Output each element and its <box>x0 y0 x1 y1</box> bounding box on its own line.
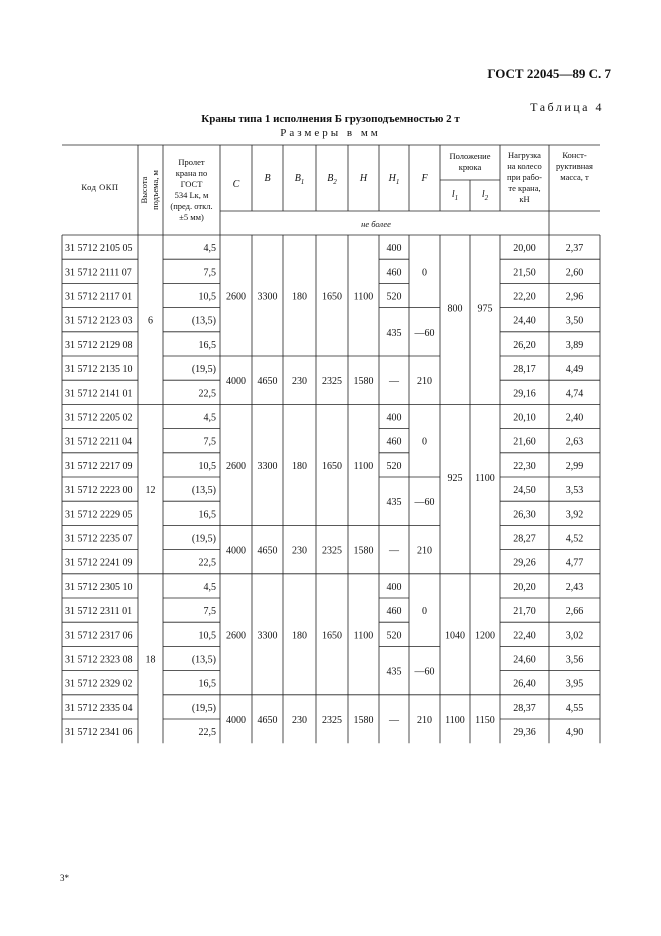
code-cell: 31 5712 2211 04 <box>65 436 133 448</box>
header-not-more: не более <box>361 219 391 229</box>
page-footnote: 3* <box>60 873 69 883</box>
b-cell: 4650 <box>257 376 278 388</box>
c-cell: 2600 <box>226 291 246 303</box>
code-cell: 31 5712 2217 09 <box>65 460 133 472</box>
mass-cell: 4,52 <box>565 533 584 545</box>
b-cell: 4650 <box>257 545 278 557</box>
span-cell: 7,5 <box>203 436 216 448</box>
b1-cell: 230 <box>292 545 307 557</box>
h1-cell: 400 <box>386 243 402 255</box>
header-span: (пред. откл. <box>170 201 213 211</box>
load-cell: 28,17 <box>513 364 536 376</box>
load-cell: 28,27 <box>513 533 536 545</box>
f-cell: 0 <box>422 267 427 279</box>
header-h1: $H_1$ <box>388 173 400 186</box>
l2-cell: 1100 <box>475 473 495 484</box>
code-cell: 31 5712 2341 06 <box>65 727 133 739</box>
span-cell: 7,5 <box>203 267 216 279</box>
code-cell: 31 5712 2123 03 <box>65 315 133 327</box>
span-cell: 4,5 <box>203 581 216 593</box>
b2-cell: 2325 <box>322 376 342 388</box>
b2-cell: 2325 <box>322 715 342 726</box>
h1-cell: — <box>389 376 399 388</box>
code-cell: 31 5712 2111 07 <box>65 267 132 279</box>
header-height-unit: подъема, м <box>150 170 160 210</box>
l1-cell: 800 <box>447 303 463 315</box>
mass-cell: 4,77 <box>565 557 584 569</box>
b1-cell: 180 <box>292 630 307 642</box>
load-cell: 26,40 <box>513 678 536 690</box>
header-hook: Положение <box>449 151 491 161</box>
load-cell: 20,20 <box>513 581 536 593</box>
table-units: Размеры в мм <box>280 127 381 139</box>
code-cell: 31 5712 2335 04 <box>65 702 133 714</box>
header-l2: $l_2$ <box>481 189 489 202</box>
load-cell: 24,60 <box>513 654 536 666</box>
l2-cell: 975 <box>477 303 493 315</box>
span-cell: (13,5) <box>191 485 216 497</box>
b2-cell: 2325 <box>322 545 342 557</box>
header-b: B <box>264 173 271 184</box>
mass-cell: 2,63 <box>565 436 584 448</box>
mass-cell: 2,37 <box>565 243 584 255</box>
load-cell: 29,16 <box>513 388 536 400</box>
load-cell: 22,30 <box>513 460 536 472</box>
header-load: кН <box>519 194 530 204</box>
h1-cell: 520 <box>386 630 402 642</box>
load-cell: 20,10 <box>513 412 536 424</box>
header-b1: $B_1$ <box>294 173 305 186</box>
load-cell: 21,60 <box>513 436 536 448</box>
header-b2: $B_2$ <box>327 173 337 186</box>
span-cell: 4,5 <box>203 412 216 424</box>
h-cell: 1100 <box>353 291 374 303</box>
h1-cell: 460 <box>386 606 402 618</box>
header-span: ГОСТ <box>180 179 203 189</box>
code-cell: 31 5712 2129 08 <box>65 339 133 351</box>
code-cell: 31 5712 2223 00 <box>65 485 133 497</box>
mass-cell: 3,50 <box>565 315 584 327</box>
h-cell: 1580 <box>353 545 374 557</box>
l1-cell: 925 <box>447 473 463 484</box>
f-cell: 210 <box>417 376 432 388</box>
h-cell: 1100 <box>353 460 374 472</box>
c-cell: 4000 <box>226 545 246 557</box>
b2-cell: 1650 <box>322 291 342 303</box>
mass-cell: 3,95 <box>565 678 584 690</box>
c-cell: 2600 <box>226 630 246 642</box>
span-cell: 16,5 <box>198 339 216 351</box>
b-cell: 4650 <box>257 715 278 726</box>
span-cell: 16,5 <box>198 509 216 521</box>
load-cell: 29,36 <box>513 727 536 739</box>
h1-cell: 435 <box>386 497 402 509</box>
code-cell: 31 5712 2329 02 <box>65 678 133 690</box>
header-mass: руктивная <box>556 161 593 171</box>
header-span: Пролет <box>178 157 205 167</box>
header-height: Высота <box>139 176 149 204</box>
header-hook: крюка <box>458 162 482 172</box>
b2-cell: 1650 <box>322 630 342 642</box>
span-cell: 22,5 <box>198 727 216 739</box>
mass-cell: 4,49 <box>565 364 584 376</box>
header-c: C <box>232 179 240 190</box>
load-cell: 26,20 <box>513 339 536 351</box>
b1-cell: 230 <box>292 376 307 388</box>
mass-cell: 2,66 <box>565 606 584 618</box>
h-cell: 1580 <box>353 715 374 726</box>
f-cell: 210 <box>417 715 432 726</box>
h-cell: 1100 <box>353 630 374 642</box>
load-cell: 29,26 <box>513 557 536 569</box>
span-cell: 4,5 <box>203 243 216 255</box>
code-cell: 31 5712 2205 02 <box>65 412 133 424</box>
h1-cell: — <box>389 545 399 557</box>
span-cell: 16,5 <box>198 678 216 690</box>
mass-cell: 2,60 <box>565 267 584 279</box>
h1-cell: 460 <box>386 267 402 279</box>
code-cell: 31 5712 2235 07 <box>65 533 133 545</box>
load-cell: 21,70 <box>513 606 536 618</box>
f-cell: —60 <box>414 327 435 339</box>
span-cell: 22,5 <box>198 388 216 400</box>
header-l1: $l_1$ <box>451 189 459 202</box>
mass-cell: 3,53 <box>565 485 584 497</box>
code-cell: 31 5712 2105 05 <box>65 243 133 255</box>
code-cell: 31 5712 2229 05 <box>65 509 133 521</box>
mass-cell: 3,56 <box>565 654 584 666</box>
c-cell: 2600 <box>226 460 246 472</box>
header-load: те крана, <box>508 183 541 193</box>
h1-cell: 400 <box>386 412 402 424</box>
load-cell: 20,00 <box>513 243 536 255</box>
span-cell: 10,5 <box>198 291 216 303</box>
header-code: Код ОКП <box>81 182 119 192</box>
h1-cell: — <box>389 715 399 726</box>
code-cell: 31 5712 2117 01 <box>65 291 133 303</box>
h1-cell: 435 <box>386 666 402 678</box>
span-cell: (19,5) <box>191 702 216 714</box>
f-cell: 0 <box>422 606 427 618</box>
load-cell: 28,37 <box>513 702 536 714</box>
f-cell: —60 <box>414 497 435 509</box>
l2-cell: 1150 <box>475 715 495 726</box>
header-load: при рабо- <box>507 172 542 182</box>
span-cell: 7,5 <box>203 606 216 618</box>
header-span: ±5 мм) <box>179 212 204 222</box>
l2-cell: 1200 <box>475 630 495 642</box>
h-cell: 1580 <box>353 376 374 388</box>
mass-cell: 4,90 <box>565 727 584 739</box>
span-cell: 10,5 <box>198 460 216 472</box>
code-cell: 31 5712 2141 01 <box>65 388 133 400</box>
span-cell: (13,5) <box>191 315 216 327</box>
mass-cell: 3,92 <box>565 509 584 521</box>
load-cell: 24,50 <box>513 485 536 497</box>
code-cell: 31 5712 2241 09 <box>65 557 133 569</box>
h1-cell: 460 <box>386 436 402 448</box>
b-cell: 3300 <box>257 460 278 472</box>
mass-cell: 3,89 <box>565 339 584 351</box>
load-cell: 22,20 <box>513 291 536 303</box>
header-load: на колесо <box>507 161 542 171</box>
load-cell: 22,40 <box>513 630 536 642</box>
code-cell: 31 5712 2305 10 <box>65 581 133 593</box>
code-cell: 31 5712 2317 06 <box>65 630 133 642</box>
code-cell: 31 5712 2311 01 <box>65 606 133 618</box>
code-cell: 31 5712 2323 08 <box>65 654 133 666</box>
header-mass: масса, т <box>560 172 589 182</box>
span-cell: (13,5) <box>191 654 216 666</box>
table-label: Таблица 4 <box>530 100 604 114</box>
code-cell: 31 5712 2135 10 <box>65 364 133 376</box>
mass-cell: 3,02 <box>565 630 584 642</box>
b1-cell: 180 <box>292 291 307 303</box>
h1-cell: 400 <box>386 581 402 593</box>
height-cell: 12 <box>145 485 156 497</box>
header-span: крана по <box>175 168 208 178</box>
height-cell: 6 <box>148 315 153 327</box>
f-cell: 0 <box>422 436 427 448</box>
mass-cell: 2,96 <box>565 291 584 303</box>
f-cell: —60 <box>414 666 435 678</box>
span-cell: (19,5) <box>191 364 216 376</box>
l1-cell: 1040 <box>445 630 465 642</box>
mass-cell: 2,40 <box>565 412 584 424</box>
span-cell: (19,5) <box>191 533 216 545</box>
header-span: 534 Lк, м <box>174 190 209 200</box>
b2-cell: 1650 <box>322 460 342 472</box>
load-cell: 26,30 <box>513 509 536 521</box>
span-cell: 10,5 <box>198 630 216 642</box>
table-title: Краны типа 1 исполнения Б грузоподъемностью 2 т <box>201 113 460 125</box>
c-cell: 4000 <box>226 376 246 388</box>
height-cell: 18 <box>145 654 156 666</box>
mass-cell: 2,43 <box>565 581 584 593</box>
b-cell: 3300 <box>257 630 278 642</box>
span-cell: 22,5 <box>198 557 216 569</box>
b1-cell: 180 <box>292 460 307 472</box>
mass-cell: 4,74 <box>565 388 584 400</box>
h1-cell: 520 <box>386 291 402 303</box>
h1-cell: 435 <box>386 327 402 339</box>
load-cell: 21,50 <box>513 267 536 279</box>
header-load: Нагрузка <box>508 150 541 160</box>
mass-cell: 4,55 <box>565 702 584 714</box>
header-f: F <box>421 173 428 184</box>
page-header: ГОСТ 22045—89 С. 7 <box>487 66 611 81</box>
load-cell: 24,40 <box>513 315 536 327</box>
header-mass: Конст- <box>562 150 587 160</box>
b1-cell: 230 <box>292 715 307 726</box>
h1-cell: 520 <box>386 460 402 472</box>
header-h: H <box>359 173 368 184</box>
l1-cell: 1100 <box>445 715 465 726</box>
f-cell: 210 <box>417 545 432 557</box>
b-cell: 3300 <box>257 291 278 303</box>
c-cell: 4000 <box>226 715 246 726</box>
mass-cell: 2,99 <box>565 460 584 472</box>
